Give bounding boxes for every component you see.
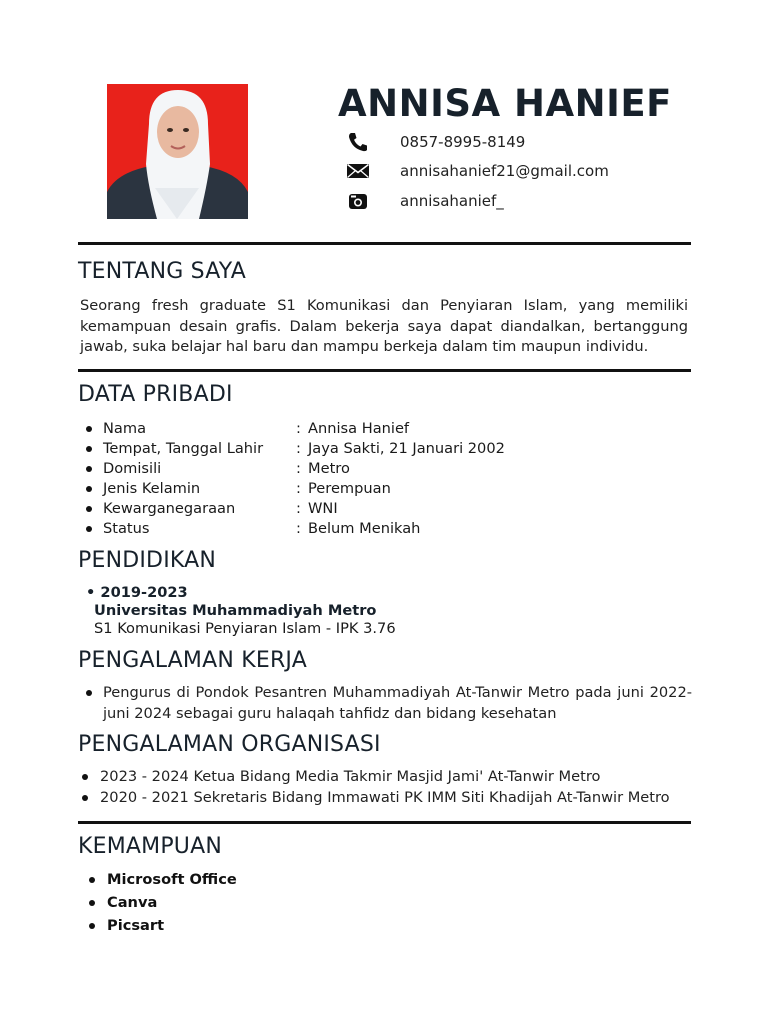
- profile-photo: [107, 84, 248, 219]
- phone-icon: [346, 132, 370, 152]
- field-value: Perempuan: [308, 480, 391, 497]
- education-degree: S1 Komunikasi Penyiaran Islam - IPK 3.76: [94, 620, 396, 637]
- list-item: [89, 869, 237, 892]
- skills-list: [89, 869, 237, 938]
- field-value: WNI: [308, 500, 338, 517]
- organization-list: [82, 766, 702, 808]
- divider: [78, 369, 691, 372]
- contact-instagram: [346, 190, 504, 212]
- field-label: Jenis Kelamin: [103, 480, 201, 497]
- field-value: Metro: [308, 460, 350, 477]
- section-heading-education: PENDIDIKAN: [78, 548, 217, 573]
- email-address[interactable]: annisahanief21@gmail.com: [400, 162, 609, 180]
- section-heading-about: TENTANG SAYA: [78, 259, 246, 284]
- bullet: •: [86, 584, 101, 601]
- field-value: Annisa Hanief: [308, 420, 410, 437]
- field-label: Domisili: [103, 460, 162, 477]
- education-years: 2019-2023: [100, 584, 188, 601]
- contact-phone: [346, 131, 526, 153]
- field-value: Jaya Sakti, 21 Januari 2002: [308, 440, 505, 457]
- instagram-handle[interactable]: annisahanief_: [400, 192, 504, 210]
- resume-name: ANNISA HANIEF: [338, 82, 672, 125]
- list-item: [82, 787, 702, 808]
- field-label: Tempat, Tanggal Lahir: [103, 440, 264, 457]
- divider: [78, 242, 691, 245]
- education-school: Universitas Muhammadiyah Metro: [94, 602, 377, 619]
- skill-name: Picsart: [107, 917, 165, 934]
- field-label: Status: [103, 520, 150, 537]
- divider: [78, 821, 691, 824]
- organization-item-text: 2023 - 2024 Ketua Bidang Media Takmir Masjid Jami' At-Tanwir Metro: [100, 768, 601, 785]
- about-text: Seorang fresh graduate S1 Komunikasi dan Penyiaran Islam, yang memiliki kemampuan desain grafis. Dalam bekerja saya dapat diandalkan, bertanggung jawab, suka belajar hal baru dan mampu berkeja dalam tim maupun individu.: [80, 297, 688, 355]
- field-label: Nama: [103, 420, 147, 437]
- camera-icon: [346, 191, 370, 211]
- section-heading-personal: DATA PRIBADI: [78, 382, 233, 407]
- work-list: [86, 682, 692, 724]
- section-heading-work: PENGALAMAN KERJA: [78, 648, 307, 673]
- field-value: Belum Menikah: [308, 520, 421, 537]
- envelope-icon: [346, 161, 370, 181]
- work-item-text: Pengurus di Pondok Pesantren Muhammadiyah At-Tanwir Metro pada juni 2022-juni 2024 sebagai guru halaqah tahfidz dan bidang kesehatan: [103, 684, 692, 722]
- list-item: [89, 915, 237, 938]
- phone-number[interactable]: 0857-8995-8149: [400, 133, 526, 151]
- field-label: Kewarganegaraan: [103, 500, 236, 517]
- contact-email: [346, 160, 609, 182]
- organization-item-text: 2020 - 2021 Sekretaris Bidang Immawati PK IMM Siti Khadijah At-Tanwir Metro: [100, 789, 670, 806]
- education-entry: [86, 584, 396, 638]
- skill-name: Canva: [107, 894, 158, 911]
- list-item: [82, 766, 702, 787]
- list-item: [86, 682, 692, 724]
- list-item: [89, 892, 237, 915]
- section-heading-organization: PENGALAMAN ORGANISASI: [78, 732, 381, 757]
- skill-name: Microsoft Office: [107, 871, 237, 888]
- section-heading-skills: KEMAMPUAN: [78, 834, 223, 859]
